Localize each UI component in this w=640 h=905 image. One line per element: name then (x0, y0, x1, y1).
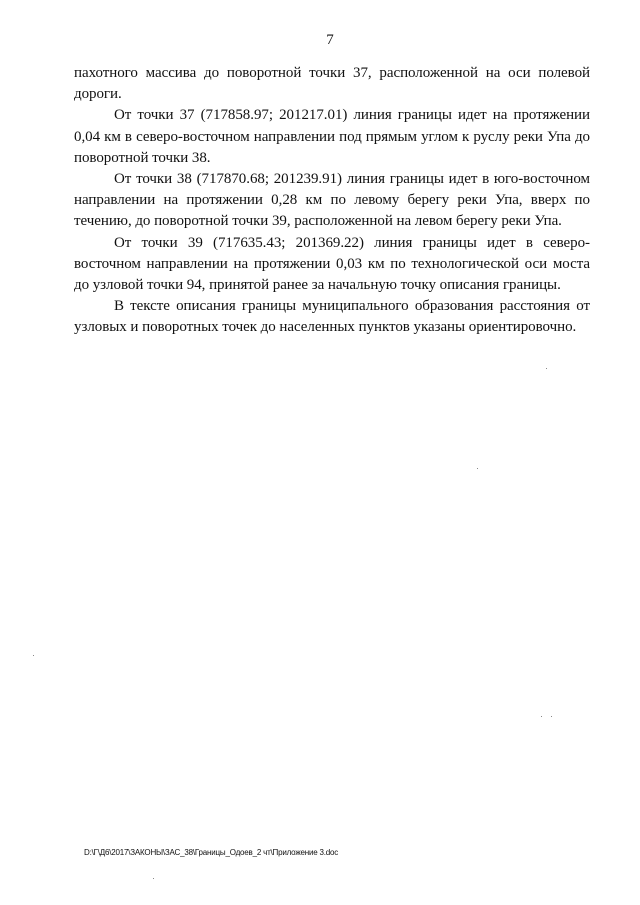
scan-speck (477, 468, 478, 469)
paragraph-point-38: От точки 38 (717870.68; 201239.91) линия границы идет в юго-восточном направлении на протяжении 0,28 км по левому берегу реки Упа, вверх по течению, до поворотной точки 39, расположенной на левом берегу реки Упа. (74, 171, 590, 230)
paragraph-distance-note: В тексте описания границы муниципального образования расстояния от узловых и поворотных точек до населенных пунктов указаны ориентировочно. (74, 298, 590, 336)
paragraph-point-37: От точки 37 (717858.97; 201217.01) линия границы идет на протяжении 0,04 км в северо-восточном направлении под прямым углом к руслу реки Упа до поворотной точки 38. (74, 107, 590, 166)
page-number: 7 (326, 32, 334, 48)
scan-speck (546, 368, 547, 369)
paragraph-continuation: пахотного массива до поворотной точки 37, расположенной на оси полевой дороги. (74, 65, 590, 103)
paragraph-point-39: От точки 39 (717635.43; 201369.22) линия границы идет в северо-восточном направлении на протяжении 0,03 км по технологической оси моста до узловой точки 94, принятой ранее за начальную точку описания границы. (74, 234, 590, 294)
scan-speck (541, 716, 542, 717)
scan-speck (551, 716, 552, 717)
footer-file-path: D:\Г\Д6\2017\ЗАКОНЫ\ЗАС_38\Границы_Одоев_2 чт\Приложение 3.doc (84, 848, 339, 857)
body-text (74, 63, 590, 339)
scan-speck (153, 878, 154, 879)
scan-speck (33, 655, 34, 656)
